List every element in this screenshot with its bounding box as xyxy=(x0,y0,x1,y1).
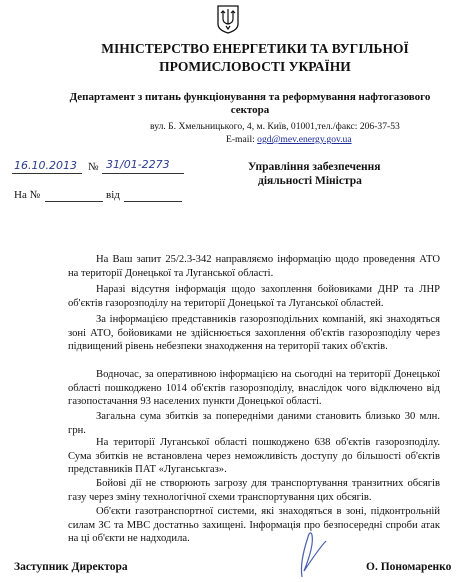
paragraph-3: За інформацією представників газорозподільних компаній, які знаходяться зоні АТО, бойовиками не здійснюється захоплення об'єктів газорозподілу через підвищений рівень небезпеки знаходження на території таких об'єктів. xyxy=(68,314,440,353)
registration-date: 16.10.2013 xyxy=(14,159,77,172)
ministry-title-line1: МІНІСТЕРСТВО ЕНЕРГЕТИКИ ТА ВУГІЛЬНОЇ xyxy=(101,41,409,56)
email-line xyxy=(226,134,352,145)
department-line1: Департамент з питань функціонування та реформування нафтогазового xyxy=(69,91,431,103)
registration-number: 31/01-2273 xyxy=(106,158,170,171)
addressee-line1: Управління забезпечення xyxy=(248,161,381,173)
reply-from-label: від xyxy=(106,189,120,201)
reply-from-blank xyxy=(124,201,182,202)
signatory-position: Заступник Директора xyxy=(14,561,128,573)
coat-of-arms-icon xyxy=(216,4,240,34)
ministry-title-line2: ПРОМИСЛОВОСТІ УКРАЇНИ xyxy=(159,59,351,74)
email-label: E-mail: xyxy=(226,134,258,145)
paragraph-1: На Ваш запит 25/2.3-342 направляємо інформацію щодо проведення АТО на території Донецької та Луганської області. xyxy=(68,254,440,279)
department-line2: сектора xyxy=(230,104,270,116)
registration-no-label: № xyxy=(88,161,99,173)
registration-date-underline xyxy=(12,173,82,174)
paragraph-6: На території Луганської області пошкоджено 638 об'єктів газорозподілу. Сума збитків не встановлена через неможливість доступу до більшості об'єктів представників ПАТ «Луганськгаз». xyxy=(68,437,440,476)
addressee-line2: діяльності Міністра xyxy=(258,175,362,187)
paragraph-8: Об'єкти газотранспортної системи, які знаходяться в зоні, підконтрольній силам ЗС та МВС достатньо захищені. Інформація про безпосередні спроби атак на ці об'єкти не надходила. xyxy=(68,506,440,545)
paragraph-5: Загальна сума збитків за попередніми даними становить близько 30 млн. грн. xyxy=(68,411,440,436)
paragraph-2: Наразі відсутня інформація щодо захоплення бойовиками ДНР та ЛНР об'єктів газорозподілу на території Донецької та Луганської областей. xyxy=(68,284,440,309)
address-line: вул. Б. Хмельницького, 4, м. Київ, 01001,тел./факс: 206-37-53 xyxy=(150,121,400,132)
signatory-name: О. Пономаренко xyxy=(366,561,452,573)
email-link[interactable]: ogd@mev.energy.gov.ua xyxy=(257,134,352,145)
paragraph-4: Водночас, за оперативною інформацією на сьогодні на території Донецької області пошкоджено 1014 об'єктів газорозподілу, внаслідок чого відключено від газопостачання 93 населених пункти Донецької області. xyxy=(68,369,440,408)
paragraph-7: Бойові дії не створюють загрозу для транспортування транзитних обсягів газу через зміну технологічної схеми транспортування цих обсягів. xyxy=(68,478,440,503)
handwritten-signature xyxy=(282,527,332,579)
registration-number-underline xyxy=(102,173,184,174)
reply-no-label: На № xyxy=(14,189,41,201)
reply-no-blank xyxy=(45,201,103,202)
